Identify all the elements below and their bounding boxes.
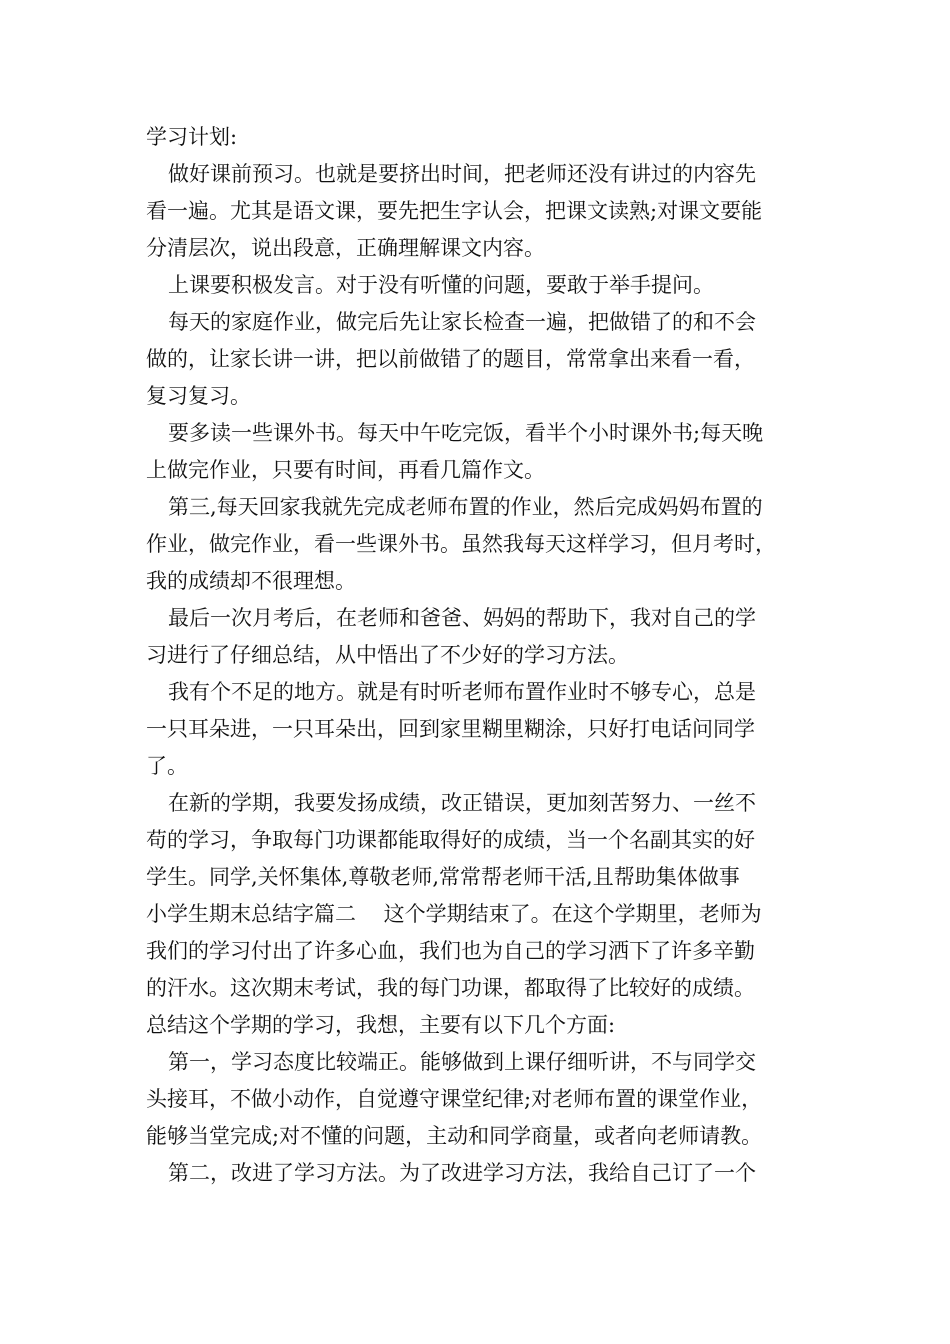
paragraph <box>146 674 818 785</box>
paragraph <box>146 1044 818 1155</box>
paragraph-line: 看一遍。尤其是语文课，要先把生字认会，把课文读熟;对课文要能 <box>146 199 763 223</box>
paragraph-line: 上课要积极发言。对于没有听懂的问题，要敢于举手提问。 <box>168 273 714 297</box>
paragraph <box>146 267 818 304</box>
paragraph-line: 苟的学习，争取每门功课都能取得好的成绩，当一个名副其实的好 <box>146 828 755 852</box>
paragraph-line: 每天的家庭作业，做完后先让家长检查一遍，把做错了的和不会 <box>168 310 756 334</box>
paragraph <box>146 415 818 489</box>
paragraph-line: 在新的学期，我要发扬成绩，改正错误，更加刻苦努力、一丝不 <box>168 791 756 815</box>
paragraph-line: 上做完作业，只要有时间，再看几篇作文。 <box>146 458 545 482</box>
paragraph <box>146 489 818 600</box>
paragraph-line: 习进行了仔细总结，从中悟出了不少好的学习方法。 <box>146 643 629 667</box>
paragraph <box>146 1155 818 1192</box>
paragraph-line: 作业，做完作业，看一些课外书。虽然我每天这样学习，但月考时， <box>146 532 776 556</box>
paragraph-line: 做的，让家长讲一讲，把以前做错了的题目，常常拿出来看一看， <box>146 347 755 371</box>
paragraph-line: 第一，学习态度比较端正。能够做到上课仔细听讲，不与同学交 <box>168 1050 756 1074</box>
document-body <box>146 119 818 1192</box>
paragraph-line: 我的成绩却不很理想。 <box>146 569 356 593</box>
paragraph-line: 做好课前预习。也就是要挤出时间，把老师还没有讲过的内容先 <box>168 162 756 186</box>
paragraph <box>146 785 818 896</box>
paragraph-line: 小学生期末总结字篇二 这个学期结束了。在这个学期里，老师为 <box>146 902 762 926</box>
paragraph-line: 复习复习。 <box>146 384 251 408</box>
paragraph <box>146 896 818 1044</box>
paragraph-line: 了。 <box>146 754 188 778</box>
paragraph-line: 分清层次，说出段意，正确理解课文内容。 <box>146 236 545 260</box>
paragraph-line: 我们的学习付出了许多心血，我们也为自己的学习洒下了许多辛勤 <box>146 939 755 963</box>
paragraph-line: 的汗水。这次期末考试，我的每门功课，都取得了比较好的成绩。 <box>146 976 755 1000</box>
paragraph-line: 最后一次月考后，在老师和爸爸、妈妈的帮助下，我对自己的学 <box>168 606 756 630</box>
paragraph-line: 能够当堂完成;对不懂的问题，主动和同学商量，或者向老师请教。 <box>146 1124 763 1148</box>
paragraph-line: 一只耳朵进，一只耳朵出，回到家里糊里糊涂，只好打电话问同学 <box>146 717 755 741</box>
paragraph <box>146 304 818 415</box>
paragraph-line: 学生。同学,关怀集体,尊敬老师,常常帮老师干活,且帮助集体做事 <box>146 865 740 889</box>
paragraph-line: 总结这个学期的学习，我想，主要有以下几个方面: <box>146 1013 616 1037</box>
paragraph-line: 头接耳，不做小动作，自觉遵守课堂纪律;对老师布置的课堂作业， <box>146 1087 763 1111</box>
paragraph-line: 第二，改进了学习方法。为了改进学习方法，我给自己订了一个 <box>168 1161 756 1185</box>
paragraph-line: 要多读一些课外书。每天中午吃完饭，看半个小时课外书;每天晚 <box>168 421 764 445</box>
paragraph <box>146 600 818 674</box>
paragraph-line: 我有个不足的地方。就是有时听老师布置作业时不够专心，总是 <box>168 680 756 704</box>
paragraph-line: 第三,每天回家我就先完成老师布置的作业，然后完成妈妈布置的 <box>168 495 763 519</box>
paragraph <box>146 156 818 267</box>
section-heading: 学习计划: <box>146 125 238 149</box>
